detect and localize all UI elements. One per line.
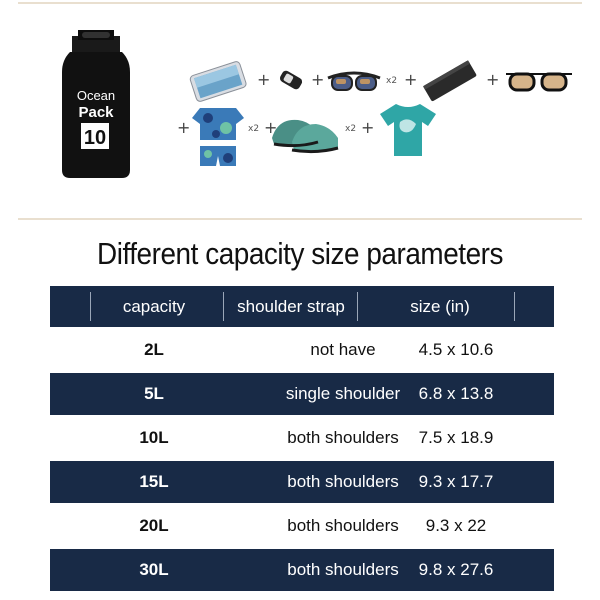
plus-sign: +: [311, 70, 325, 89]
strap-cell: both shoulders: [287, 516, 399, 535]
quantity-label: x2: [386, 76, 398, 86]
section-divider: [18, 218, 582, 220]
plus-sign: +: [264, 118, 278, 137]
strap-cell: not have: [310, 340, 376, 359]
table-row: [50, 549, 554, 591]
phone-icon: [186, 60, 250, 102]
bag-label-pack: Pack: [78, 104, 114, 121]
capacity-cell: 30L: [139, 560, 169, 579]
capacity-cell: 5L: [144, 384, 164, 403]
strap-cell: both shoulders: [287, 428, 399, 447]
plus-sign: +: [486, 70, 500, 89]
table-row: [50, 415, 554, 461]
strap-cell: both shoulders: [287, 560, 399, 579]
strap-cell: both shoulders: [287, 472, 399, 491]
top-divider: [18, 2, 582, 4]
table-row: [50, 327, 554, 373]
capacity-cell: 10L: [139, 428, 169, 447]
capacity-cell: 20L: [139, 516, 169, 535]
capacity-cell: 15L: [139, 472, 169, 491]
header-shoulder-strap: shoulder strap: [237, 296, 345, 316]
sunglasses-icon: [504, 66, 574, 94]
table-row: [50, 461, 554, 503]
header-capacity: capacity: [122, 296, 186, 316]
plus-sign: +: [257, 70, 271, 89]
page-title: Different capacity size parameters: [97, 236, 503, 271]
size-cell: 4.5 x 10.6: [418, 340, 494, 359]
swimsuit-icon: [190, 104, 246, 172]
size-cell: 7.5 x 18.9: [418, 428, 494, 447]
capacity-cell: 2L: [144, 340, 164, 359]
tshirt-icon: [378, 100, 438, 158]
bag-size-number: 10: [83, 127, 107, 149]
table-row: [50, 503, 554, 549]
table-row: [50, 373, 554, 415]
plus-sign: +: [361, 118, 375, 137]
size-cell: 9.3 x 22: [425, 516, 487, 535]
goggles-icon: [326, 66, 382, 96]
quantity-label: x2: [248, 124, 260, 134]
bag-label-ocean: Ocean: [76, 88, 116, 103]
header-size: size (in): [410, 296, 470, 316]
header-divider: [514, 292, 515, 321]
water-shoes-icon: [268, 108, 342, 156]
plus-sign: +: [177, 118, 191, 137]
size-cell: 9.3 x 17.7: [418, 472, 494, 491]
table-header-row: [50, 286, 554, 327]
whistle-icon: [276, 66, 306, 94]
quantity-label: x2: [345, 124, 357, 134]
size-table: [50, 286, 554, 591]
dry-bag-image: [58, 30, 134, 180]
wallet-icon: [418, 58, 482, 104]
plus-sign: +: [404, 70, 418, 89]
size-cell: 6.8 x 13.8: [418, 384, 494, 403]
strap-cell: single shoulder: [285, 384, 401, 403]
size-cell: 9.8 x 27.6: [418, 560, 494, 579]
